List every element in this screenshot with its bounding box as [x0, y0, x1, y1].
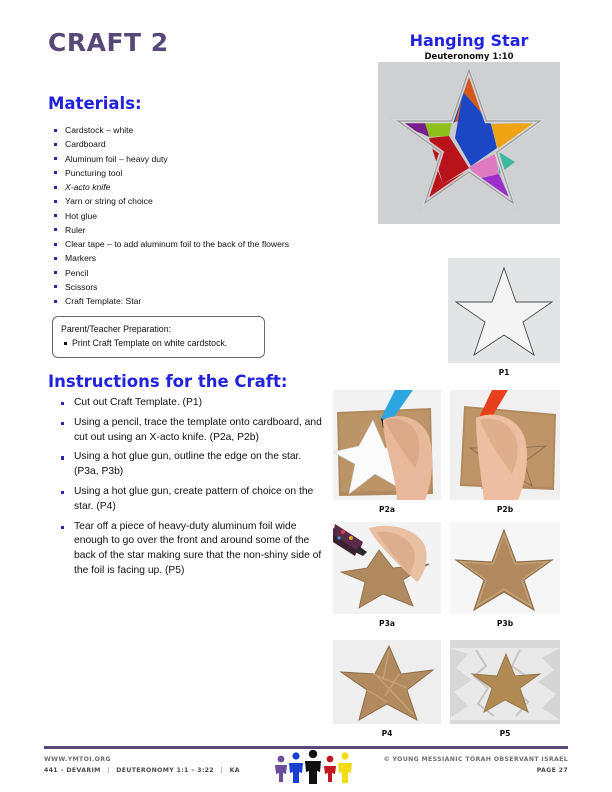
material-label: Puncturing tool [65, 167, 123, 178]
footer-left-block [44, 754, 240, 776]
list-item [56, 485, 328, 515]
footer-scripture-range: DEUTERONOMY 1:1 – 3:22 [116, 767, 214, 774]
material-label: Aluminum foil – heavy duty [65, 153, 168, 164]
footer-copyright: © YOUNG MESSIANIC TORAH OBSERVANT ISRAEL [383, 756, 568, 763]
list-item [52, 123, 352, 137]
material-label: Cardboard [65, 139, 106, 150]
cardboard-star-outlined-illustration [450, 522, 560, 614]
tracing-template-illustration [333, 390, 441, 500]
footer-grade-code: KA [229, 767, 240, 774]
logo-figures-icon [272, 750, 356, 786]
list-item [56, 520, 328, 579]
parent-teacher-preparation-box [52, 316, 265, 358]
footer-lesson-code: 441 – DEVARIM [44, 767, 101, 774]
list-item [52, 152, 352, 166]
photo-star-on-foil [450, 640, 560, 724]
list-item [56, 396, 328, 411]
photo-caption: P5 [499, 729, 511, 738]
photo-star-template [448, 258, 560, 363]
preparation-title: Parent/Teacher Preparation: [61, 324, 172, 334]
instruction-step: Using a hot glue gun, outline the edge on the star. (P3a, P3b) [74, 451, 302, 478]
footer-page-number: PAGE 27 [536, 767, 568, 774]
footer-website[interactable]: WWW.YMTOI.ORG [44, 756, 111, 763]
glue-gun-outlining-illustration [333, 522, 441, 614]
list-item [56, 416, 328, 446]
photo-finished-star [378, 62, 560, 224]
star-on-foil-illustration [450, 640, 560, 724]
photo-caption: P2a [379, 505, 395, 514]
footer-separator: | [107, 767, 110, 774]
material-label: Ruler [65, 224, 86, 235]
material-label: Pencil [65, 267, 89, 278]
list-item [52, 280, 352, 294]
finished-star-illustration [378, 62, 560, 224]
photo-glue-gun-outlining [333, 522, 441, 614]
instruction-step: Tear off a piece of heavy-duty aluminum foil wide enough to go over the front and around some of the back of the star making sure that the non-shiny side of the foil is facing up. (P5) [74, 520, 322, 576]
list-item [52, 137, 352, 151]
photo-tracing-template [333, 390, 441, 500]
material-label: Cardstock – white [65, 125, 134, 135]
photo-caption: P3a [379, 619, 395, 628]
instructions-heading: Instructions for the Craft: [48, 372, 288, 391]
material-label: Yarn or string of choice [65, 196, 153, 207]
instruction-step: Cut out Craft Template. (P1) [74, 397, 203, 408]
list-item [52, 266, 352, 280]
material-label: Scissors [65, 281, 98, 292]
footer-lesson-meta [44, 765, 240, 776]
material-label: Markers [65, 253, 97, 264]
lesson-scripture-reference: Deuteronomy 1:10 [424, 52, 514, 62]
material-label: X-acto knife [65, 182, 111, 192]
material-label: Craft Template: Star [65, 296, 142, 306]
list-item [56, 450, 328, 480]
preparation-item: Print Craft Template on white cardstock. [61, 337, 256, 350]
list-item [52, 209, 352, 223]
material-label: Clear tape – to add aluminum foil to the back of the flowers [65, 239, 290, 249]
drawing-on-cardboard-illustration [450, 390, 560, 500]
photo-drawing-on-cardboard [450, 390, 560, 500]
list-item [52, 251, 352, 265]
list-item [52, 223, 352, 237]
materials-heading: Materials: [48, 94, 142, 113]
photo-caption: P1 [498, 368, 510, 377]
star-template-illustration [448, 258, 560, 363]
instructions-list [56, 396, 328, 584]
instruction-step: Using a pencil, trace the template onto cardboard, and cut out using an X-acto knife. (P2a, P2b) [74, 416, 322, 443]
footer-right-block [383, 754, 568, 776]
photo-cardboard-star-outlined [450, 522, 560, 614]
photo-caption: P4 [381, 729, 393, 738]
ymtoi-logo [272, 750, 356, 786]
footer-separator: | [220, 767, 224, 774]
instruction-step: Using a hot glue gun, create pattern of choice on the star. (P4) [74, 485, 314, 512]
material-label: Hot glue [65, 210, 98, 221]
list-item [52, 166, 352, 180]
list-item [52, 237, 352, 251]
list-item [52, 194, 352, 208]
photo-caption: P2b [496, 505, 514, 514]
footer-divider [44, 746, 568, 749]
materials-list [52, 123, 352, 308]
list-item [52, 294, 352, 308]
page-title: CRAFT 2 [48, 28, 169, 57]
list-item [52, 180, 352, 194]
lesson-title: Hanging Star [409, 31, 529, 50]
photo-caption: P3b [496, 619, 514, 628]
photo-star-with-glue-pattern [333, 640, 441, 724]
star-glue-pattern-illustration [333, 640, 441, 724]
